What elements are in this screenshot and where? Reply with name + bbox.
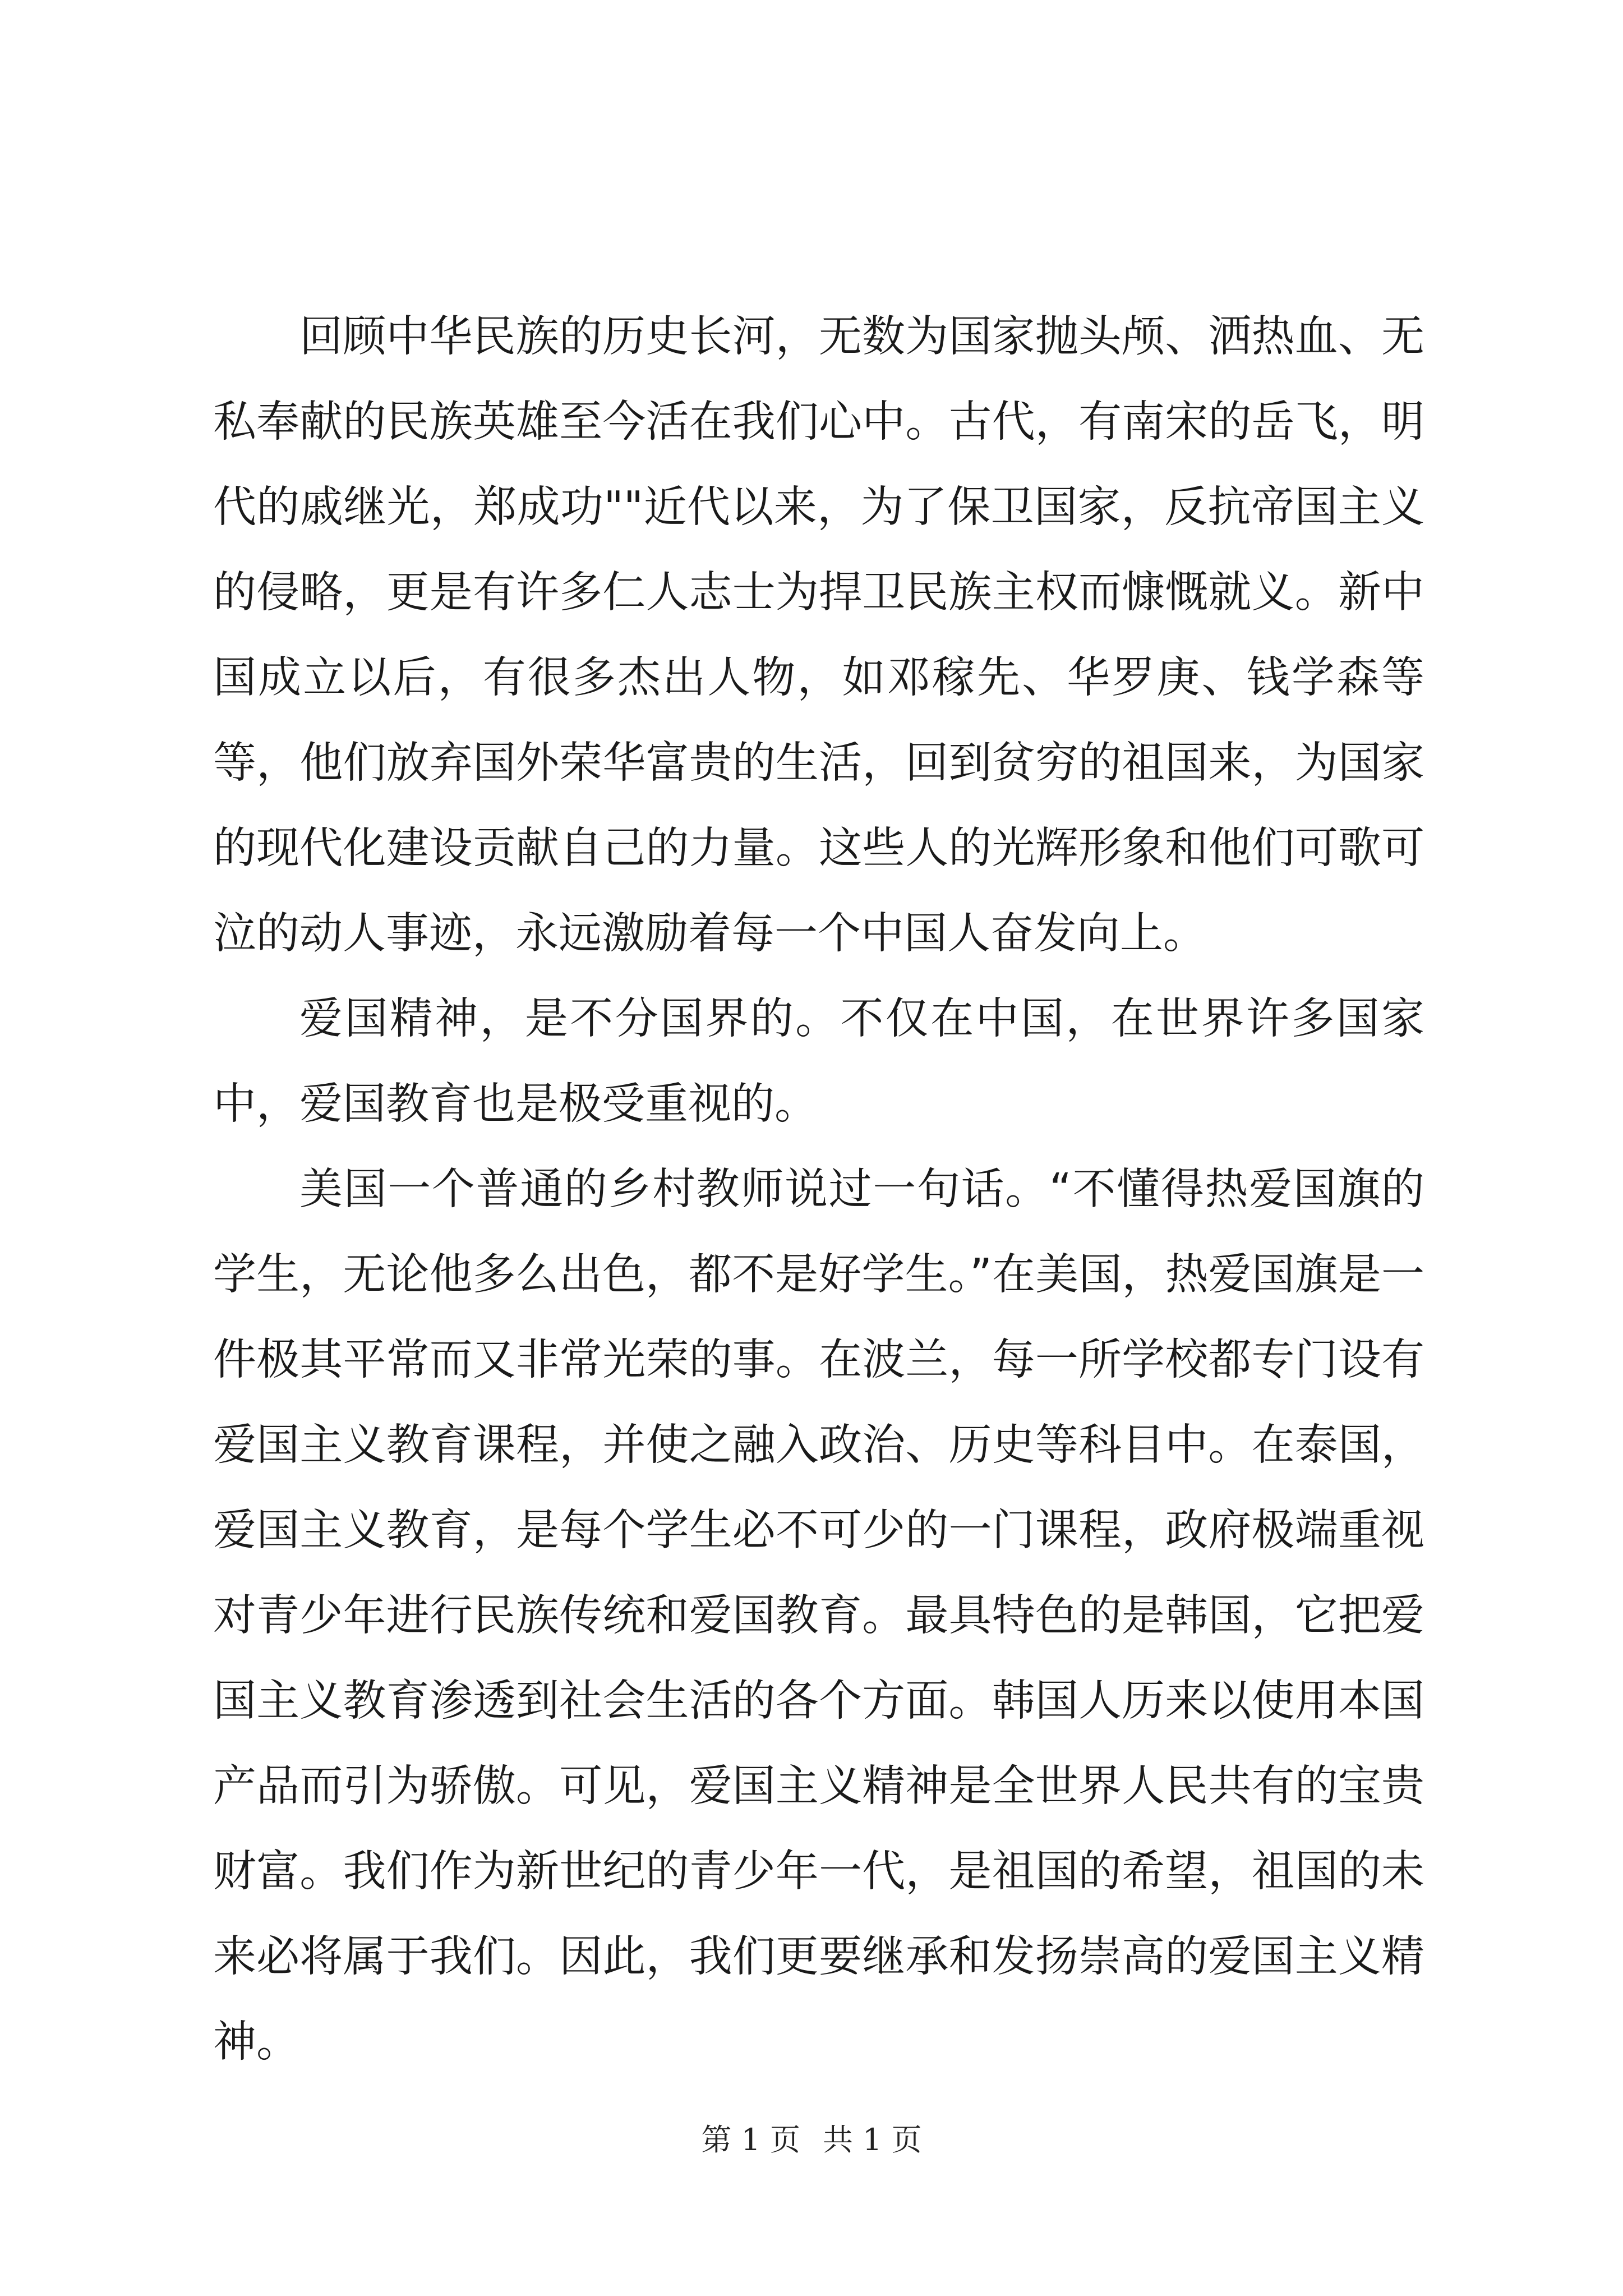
paragraph: 回顾中华民族的历史长河，无数为国家抛头颅、洒热血、无私奉献的民族英雄至今活在我们心中。古代，有南宋的岳飞，明代的戚继光，郑成功""近代以来，为了保卫国家，反抗帝国主义的侵略，更是有许多仁人志士为捍卫民族主权而慷慨就义。新中国成立以后，有很多杰出人物，如邓稼先、华罗庚、钱学森等等，他们放弃国外荣华富贵的生活，回到贫穷的祖国来，为国家的现代化建设贡献自己的力量。这些人的光辉形象和他们可歌可泣的动人事迹，永远激励着每一个中国人奋发向上。 (213, 312, 1424, 959)
document-body (213, 295, 1424, 2085)
page-number: 第 1 页 (701, 2122, 800, 2157)
page-footer (0, 2120, 1623, 2160)
paragraph: 美国一个普通的乡村教师说过一句话。“不懂得热爱国旗的学生，无论他多么出色，都不是好学生。”在美国，热爱国旗是一件极其平常而又非常光荣的事。在波兰，每一所学校都专门设有爱国主义教育课程，并使之融入政治、历史等科目中。在泰国，爱国主义教育，是每个学生必不可少的一门课程，政府极端重视对青少年进行民族传统和爱国教育。最具特色的是韩国，它把爱国主义教育渗透到社会生活的各个方面。韩国人历来以使用本国产品而引为骄傲。可见，爱国主义精神是全世界人民共有的宝贵财富。我们作为新世纪的青少年一代，是祖国的希望，祖国的未来必将属于我们。因此，我们更要继承和发扬崇高的爱国主义精神。 (213, 1165, 1424, 2067)
paragraph: 爱国精神，是不分国界的。不仅在中国，在世界许多国家中，爱国教育也是极受重视的。 (213, 994, 1424, 1129)
page-total: 共 1 页 (823, 2122, 922, 2157)
